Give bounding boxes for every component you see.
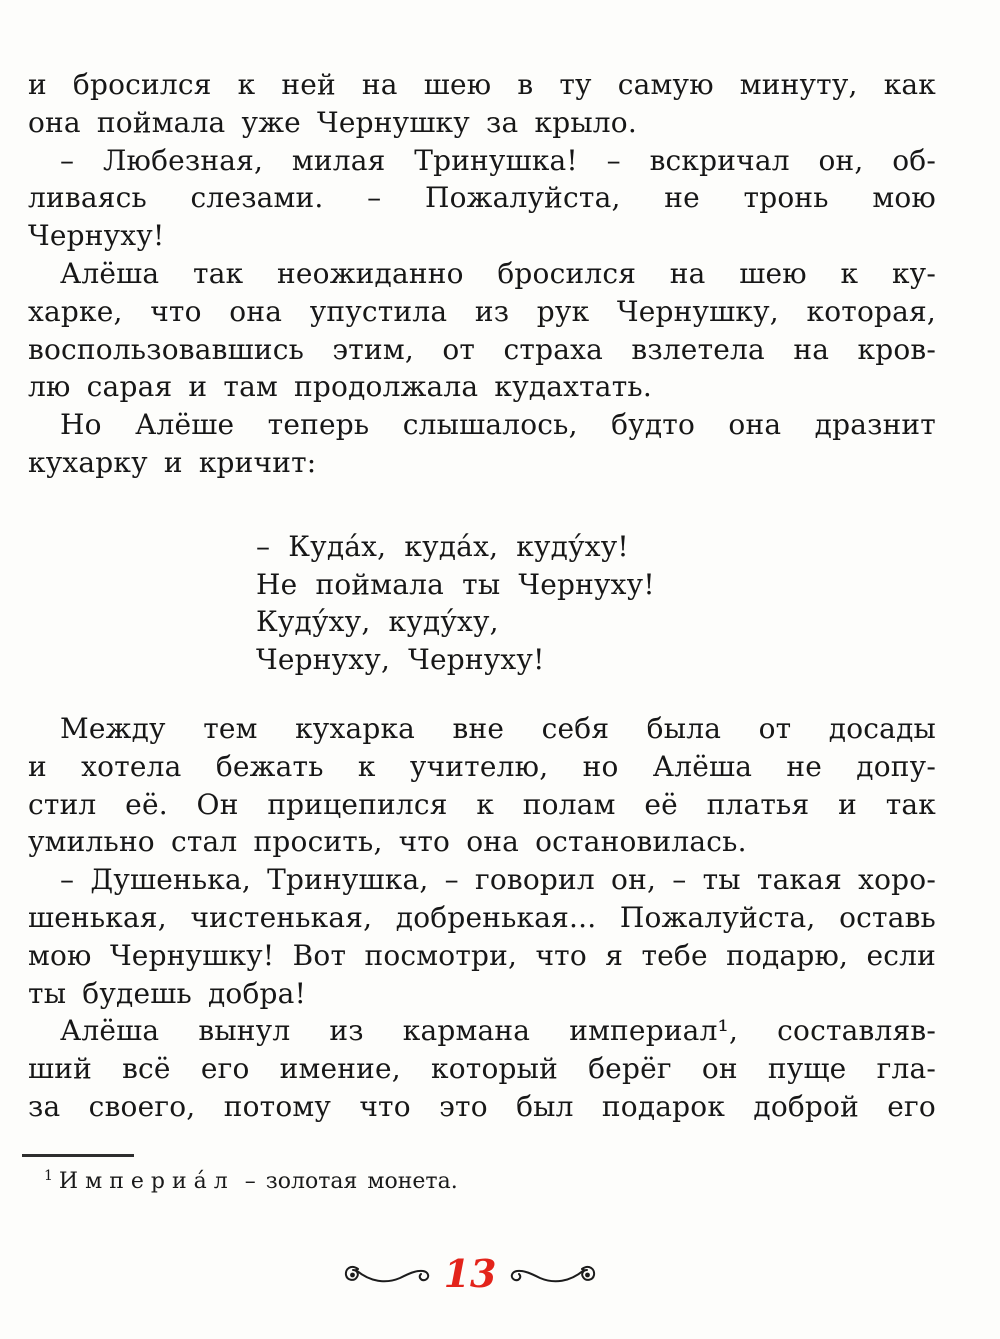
text-line: – Душенька, Тринушка, – говорил он, – ты такая хоро- — [60, 863, 936, 897]
footnote-text — [22, 1167, 930, 1197]
text-line: – Любезная, милая Тринушка! – вскричал он, об- — [60, 143, 936, 177]
text-line: ты будешь добра! — [28, 976, 307, 1010]
verse-line: – Куда́х, куда́х, куду́ху! — [256, 529, 629, 563]
text-line: умильно стал просить, что она остановилась. — [28, 825, 747, 859]
text-line: ливаясь слезами. – Пожалуйста, не тронь мою — [28, 181, 936, 215]
footnote-term: Империа́л — [58, 1169, 235, 1194]
text-line: Чернуху! — [28, 219, 165, 253]
footnote-marker: 1 — [44, 1167, 53, 1184]
paragraph — [28, 1012, 936, 1125]
text-line: Алёша так неожиданно бросился на шею к ку- — [60, 256, 936, 290]
flourish-left-icon — [342, 1261, 434, 1291]
text-line: Алёша вынул из кармана империал¹, составляв- — [60, 1014, 936, 1048]
verse-line: Не поймала ты Чернуху! — [256, 567, 655, 601]
text-line: Но Алёше теперь слышалось, будто она дразнит — [60, 408, 936, 442]
page-footer — [348, 1251, 592, 1298]
text-line: шенькая, чистенькая, добренькая... Пожалуйста, оставь — [28, 900, 936, 934]
footnote-definition: – золотая монета. — [244, 1169, 458, 1194]
text-line: лю сарая и там продолжала кудахтать. — [28, 370, 652, 404]
paragraph — [28, 142, 936, 255]
page-number: 13 — [443, 1251, 497, 1296]
text-line: мою Чернушку! Вот посмотри, что я тебе подарю, если — [28, 938, 936, 972]
verse-line: Чернуху, Чернуху! — [256, 643, 545, 677]
text-line: за своего, потому что это был подарок доброй его — [28, 1089, 936, 1123]
text-line: и бросился к ней на шею в ту самую минуту, как — [28, 68, 936, 101]
paragraph — [28, 406, 936, 482]
paragraph — [28, 255, 936, 406]
text-line: ший всё его имение, который берёг он пуще гла- — [28, 1052, 936, 1086]
text-line: воспользовавшись этим, от страха взлетела на кров- — [28, 332, 936, 366]
paragraph — [28, 861, 936, 1012]
text-line: и хотела бежать к учителю, но Алёша не допу- — [28, 749, 936, 783]
flourish-right-icon — [506, 1261, 598, 1291]
text-line: стил её. Он прицепился к полам её платья и так — [28, 787, 936, 821]
text-line: она поймала уже Чернушку за крыло. — [28, 105, 637, 139]
paragraph — [28, 710, 936, 861]
paragraph — [28, 66, 936, 142]
text-block — [28, 66, 936, 1126]
text-line: кухарку и кричит: — [28, 445, 317, 479]
verse-block — [28, 528, 936, 679]
footnote — [22, 1154, 930, 1197]
verse-line: Куду́ху, куду́ху, — [256, 605, 499, 639]
text-line: Между тем кухарка вне себя была от досады — [60, 711, 936, 745]
footnote-divider — [22, 1154, 134, 1157]
text-line: харке, что она упустила из рук Чернушку, которая, — [28, 294, 936, 328]
